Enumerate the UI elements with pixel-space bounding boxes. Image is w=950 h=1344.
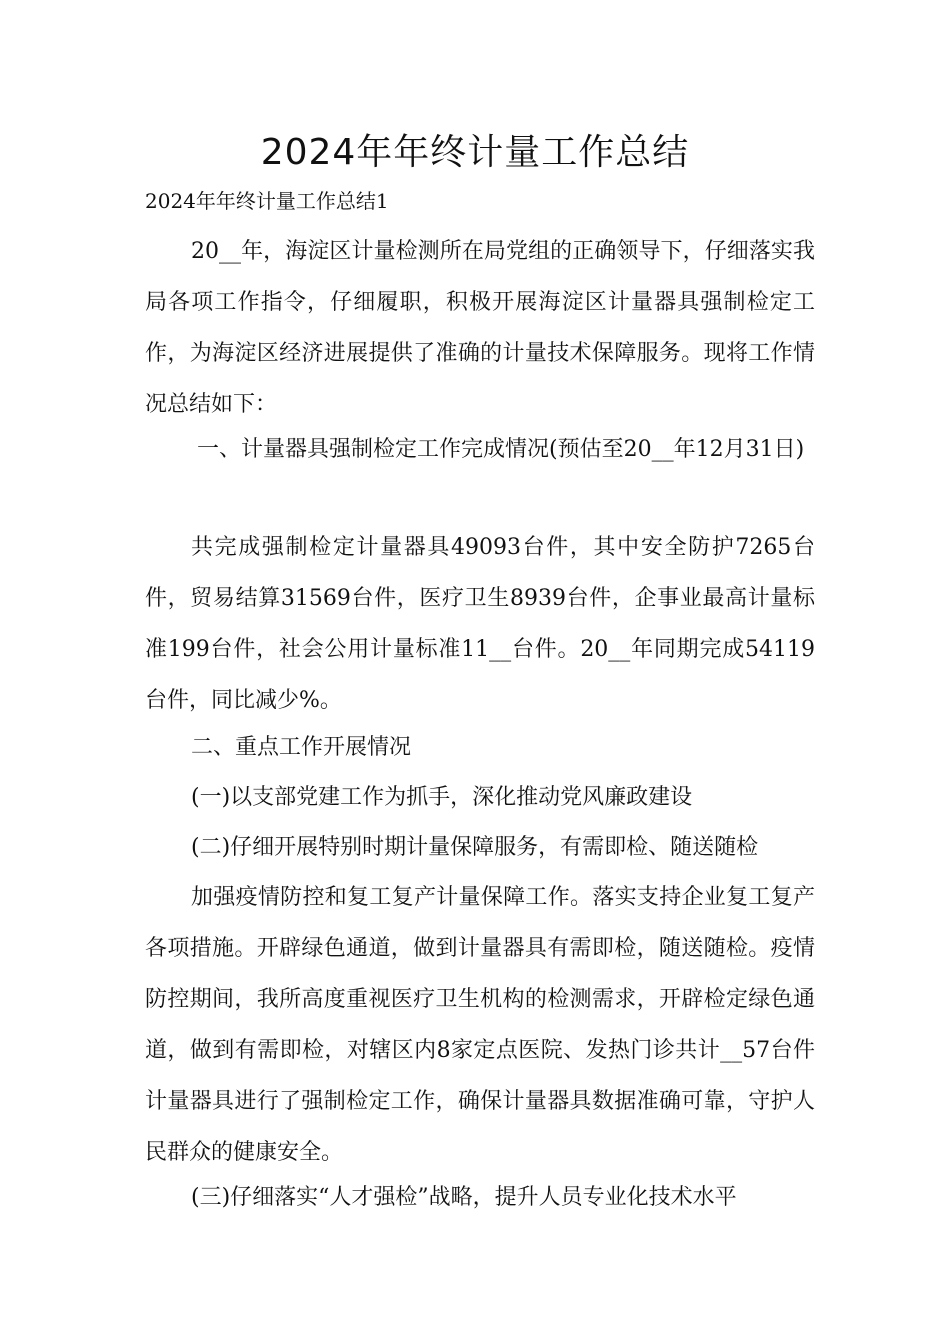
statistics-paragraph: 共完成强制检定计量器具49093台件，其中安全防护7265台件，贸易结算31569台件，医疗卫生8939台件，企事业最高计量标准199台件，社会公用计量标准11__台件。20__年同期完成54119台件，同比减少%。 [145,535,815,713]
document-subtitle: 2024年年终计量工作总结1 [145,189,389,213]
intro-paragraph: 20__年，海淀区计量检测所在局党组的正确领导下，仔细落实我局各项工作指令，仔细履职，积极开展海淀区计量器具强制检定工作，为海淀区经济进展提供了准确的计量技术保障服务。现将工作情况总结如下： [145,239,815,417]
subsection-two-heading: (二)仔细开展特别时期计量保障服务，有需即检、随送随检 [191,835,759,860]
subsection-three-heading: (三)仔细落实“人才强检”战略，提升人员专业化技术水平 [191,1185,737,1210]
document-title: 2024年年终计量工作总结 [260,132,690,173]
epidemic-paragraph: 加强疫情防控和复工复产计量保障工作。落实支持企业复工复产各项措施。开辟绿色通道，做到计量器具有需即检，随送随检。疫情防控期间，我所高度重视医疗卫生机构的检测需求，开辟检定绿色通道，做到有需即检，对辖区内8家定点医院、发热门诊共计__57台件计量器具进行了强制检定工作，确保计量器具数据准确可靠，守护人民群众的健康安全。 [145,885,815,1165]
section-one-heading: 一、计量器具强制检定工作完成情况(预估至20__年12月31日) [197,437,805,462]
section-two-heading: 二、重点工作开展情况 [191,735,412,760]
subsection-one-heading: (一)以支部党建工作为抓手，深化推动党风廉政建设 [191,785,693,810]
